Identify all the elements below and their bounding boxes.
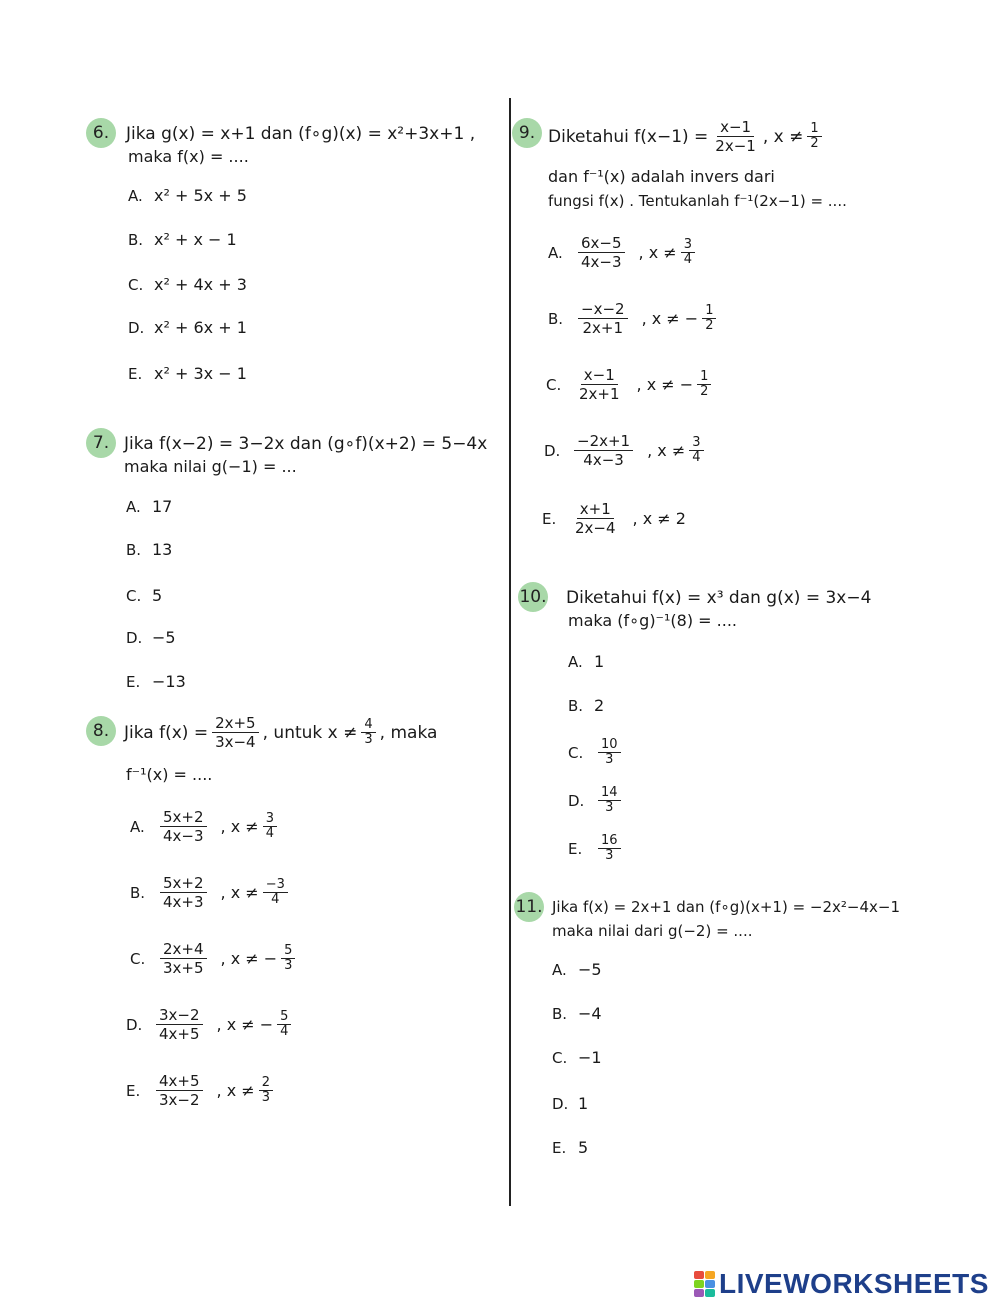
option-b[interactable]: B. −4 <box>552 1004 602 1023</box>
question-number-badge: 9. <box>512 118 542 148</box>
question-10-stem-line1: Diketahui f(x) = x³ dan g(x) = 3x−4 <box>566 588 872 608</box>
option-e[interactable]: E. $\frac{16}{3}$ <box>568 834 625 863</box>
question-number-badge: 7. <box>86 428 116 458</box>
question-8-stem-line2: f⁻¹(x) = .... <box>126 765 213 784</box>
option-c[interactable]: C. x² + 4x + 3 <box>128 275 247 294</box>
question-number-badge: 10. <box>518 582 548 612</box>
option-d[interactable]: D. $\frac{3x-2}{4x+5}$ , x ≠ − $\frac{5}{4}$ <box>126 1006 295 1043</box>
option-e[interactable]: E. x² + 3x − 1 <box>128 364 247 383</box>
question-8-stem-line1: Jika f(x) = $\frac{2x+5}{3x-4}$ , untuk x ≠ $\frac{4}{3}$ , maka <box>124 714 438 751</box>
question-10-stem-line2: maka (f∘g)⁻¹(8) = .... <box>568 611 737 630</box>
question-7-stem-line2: maka nilai g(−1) = ... <box>124 457 297 476</box>
question-9-stem-line1: Diketahui f(x−1) = $\frac{x-1}{2x-1}$ , x ≠ $\frac{1}{2}$ <box>548 118 826 155</box>
option-d[interactable]: D. −5 <box>126 628 176 647</box>
option-a[interactable]: A. x² + 5x + 5 <box>128 186 247 205</box>
question-9-stem-line2: dan f⁻¹(x) adalah invers dari <box>548 167 775 186</box>
fraction: $\frac{2x+5}{3x-4}$ <box>212 714 259 751</box>
logo-mark-icon <box>694 1271 715 1297</box>
fraction: $\frac{4}{3}$ <box>361 718 375 747</box>
question-11-stem-line2: maka nilai dari g(−2) = .... <box>552 922 753 940</box>
option-a[interactable]: A. −5 <box>552 960 602 979</box>
option-e[interactable]: E. $\frac{4x+5}{3x-2}$ , x ≠ $\frac{2}{3}$ <box>126 1072 277 1109</box>
option-d[interactable]: D. x² + 6x + 1 <box>128 318 247 337</box>
option-d[interactable]: D. 1 <box>552 1094 589 1113</box>
fraction: $\frac{x-1}{2x-1}$ <box>715 118 756 155</box>
liveworksheets-logo <box>694 1268 989 1300</box>
question-number-badge: 6. <box>86 118 116 148</box>
question-7-stem-line1: Jika f(x−2) = 3−2x dan (g∘f)(x+2) = 5−4x <box>124 434 488 454</box>
option-e[interactable]: E. $\frac{x+1}{2x-4}$ , x ≠ 2 <box>542 500 686 537</box>
option-b[interactable]: B. 2 <box>568 696 605 715</box>
option-e[interactable]: E. −13 <box>126 672 186 691</box>
option-c[interactable]: C. 5 <box>126 586 163 605</box>
option-b[interactable]: B. x² + x − 1 <box>128 230 237 249</box>
option-b[interactable]: B. $\frac{-x-2}{2x+1}$ , x ≠ − $\frac{1}{2}$ <box>548 300 720 337</box>
option-d[interactable]: D. $\frac{14}{3}$ <box>568 786 625 815</box>
option-c[interactable]: C. −1 <box>552 1048 602 1067</box>
option-d[interactable]: D. $\frac{-2x+1}{4x-3}$ , x ≠ $\frac{3}{4}$ <box>544 432 708 469</box>
option-a[interactable]: A. 17 <box>126 497 173 516</box>
question-number-badge: 8. <box>86 716 116 746</box>
option-e[interactable]: E. 5 <box>552 1138 589 1157</box>
question-11-stem-line1: Jika f(x) = 2x+1 dan (f∘g)(x+1) = −2x²−4x−1 <box>552 898 901 916</box>
logo-text: LIVEWORKSHEETS <box>719 1268 989 1299</box>
option-c[interactable]: C. $\frac{10}{3}$ <box>568 738 625 767</box>
option-b[interactable]: B. $\frac{5x+2}{4x+3}$ , x ≠ $\frac{-3}{4}$ <box>130 874 292 911</box>
option-a[interactable]: A. 1 <box>568 652 605 671</box>
option-c[interactable]: C. $\frac{x-1}{2x+1}$ , x ≠ − $\frac{1}{2}$ <box>546 366 715 403</box>
option-a[interactable]: A. $\frac{5x+2}{4x-3}$ , x ≠ $\frac{3}{4}$ <box>130 808 281 845</box>
question-6-stem-line2: maka f(x) = .... <box>128 147 249 166</box>
fraction: $\frac{1}{2}$ <box>807 122 821 151</box>
question-6-stem-line1: Jika g(x) = x+1 dan (f∘g)(x) = x²+3x+1 , <box>126 124 476 144</box>
question-9-stem-line3: fungsi f(x) . Tentukanlah f⁻¹(2x−1) = .... <box>548 192 847 210</box>
option-c[interactable]: C. $\frac{2x+4}{3x+5}$ , x ≠ − $\frac{5}{3}$ <box>130 940 299 977</box>
option-b[interactable]: B. 13 <box>126 540 173 559</box>
column-divider <box>509 98 511 1206</box>
question-number-badge: 11. <box>514 892 544 922</box>
option-a[interactable]: A. $\frac{6x-5}{4x-3}$ , x ≠ $\frac{3}{4}$ <box>548 234 699 271</box>
